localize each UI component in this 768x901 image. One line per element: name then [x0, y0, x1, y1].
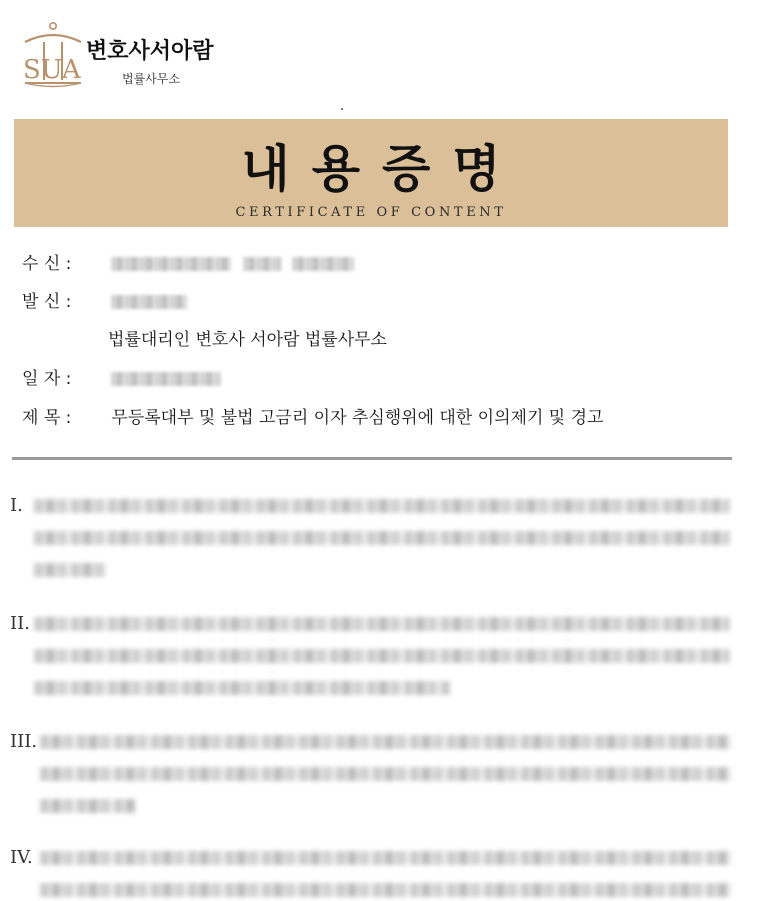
sua-logo-mark	[22, 20, 84, 90]
redacted-text-line	[40, 767, 730, 781]
body-section-1	[10, 495, 732, 585]
stray-dot	[341, 108, 343, 110]
logo-mark-letters: SUA	[23, 55, 81, 85]
redacted-recipient-extra	[292, 257, 354, 271]
sender-row	[22, 290, 193, 314]
redacted-text-line	[34, 649, 730, 663]
recipient-row	[22, 252, 360, 276]
section-numeral: IV.	[10, 847, 33, 868]
date-row	[22, 367, 227, 391]
redacted-text-line	[34, 681, 450, 695]
body-section-4	[10, 847, 732, 901]
section-numeral: III.	[10, 731, 38, 752]
firm-logo	[22, 20, 252, 92]
date-label: 일 자 :	[22, 369, 72, 389]
body-section-3	[10, 731, 732, 821]
redacted-text-line	[40, 851, 730, 865]
redacted-date	[111, 372, 221, 386]
recipient-label: 수 신 :	[22, 254, 72, 274]
body-section-2	[10, 613, 732, 703]
redacted-text-line	[34, 563, 106, 577]
redacted-sender-name	[111, 295, 187, 309]
sender-detail: 법률대리인 변호사 서아람 법률사무소	[108, 330, 387, 350]
sender-detail-row	[108, 328, 387, 352]
section-numeral: I.	[10, 495, 23, 516]
redacted-text-line	[34, 531, 730, 545]
subject-value: 무등록대부 및 불법 고금리 이자 추심행위에 대한 이의제기 및 경고	[111, 408, 604, 428]
redacted-text-line	[34, 617, 730, 631]
title-banner	[14, 119, 728, 227]
section-divider	[12, 457, 732, 460]
redacted-text-line	[40, 799, 136, 813]
firm-name: 변호사서아람	[86, 39, 214, 64]
redacted-text-line	[40, 735, 730, 749]
redacted-text-line	[40, 883, 730, 897]
redacted-recipient-name	[111, 257, 231, 271]
document-title: 내용증명	[241, 140, 523, 198]
subject-label: 제 목 :	[22, 408, 72, 428]
redacted-recipient-detail	[243, 257, 281, 271]
document-subtitle: CERTIFICATE OF CONTENT	[235, 205, 507, 220]
subject-row	[22, 406, 603, 430]
firm-subtitle: 법률사무소	[122, 72, 180, 86]
redacted-text-line	[34, 499, 730, 513]
section-numeral: II.	[10, 613, 30, 634]
sender-label: 발 신 :	[22, 292, 72, 312]
